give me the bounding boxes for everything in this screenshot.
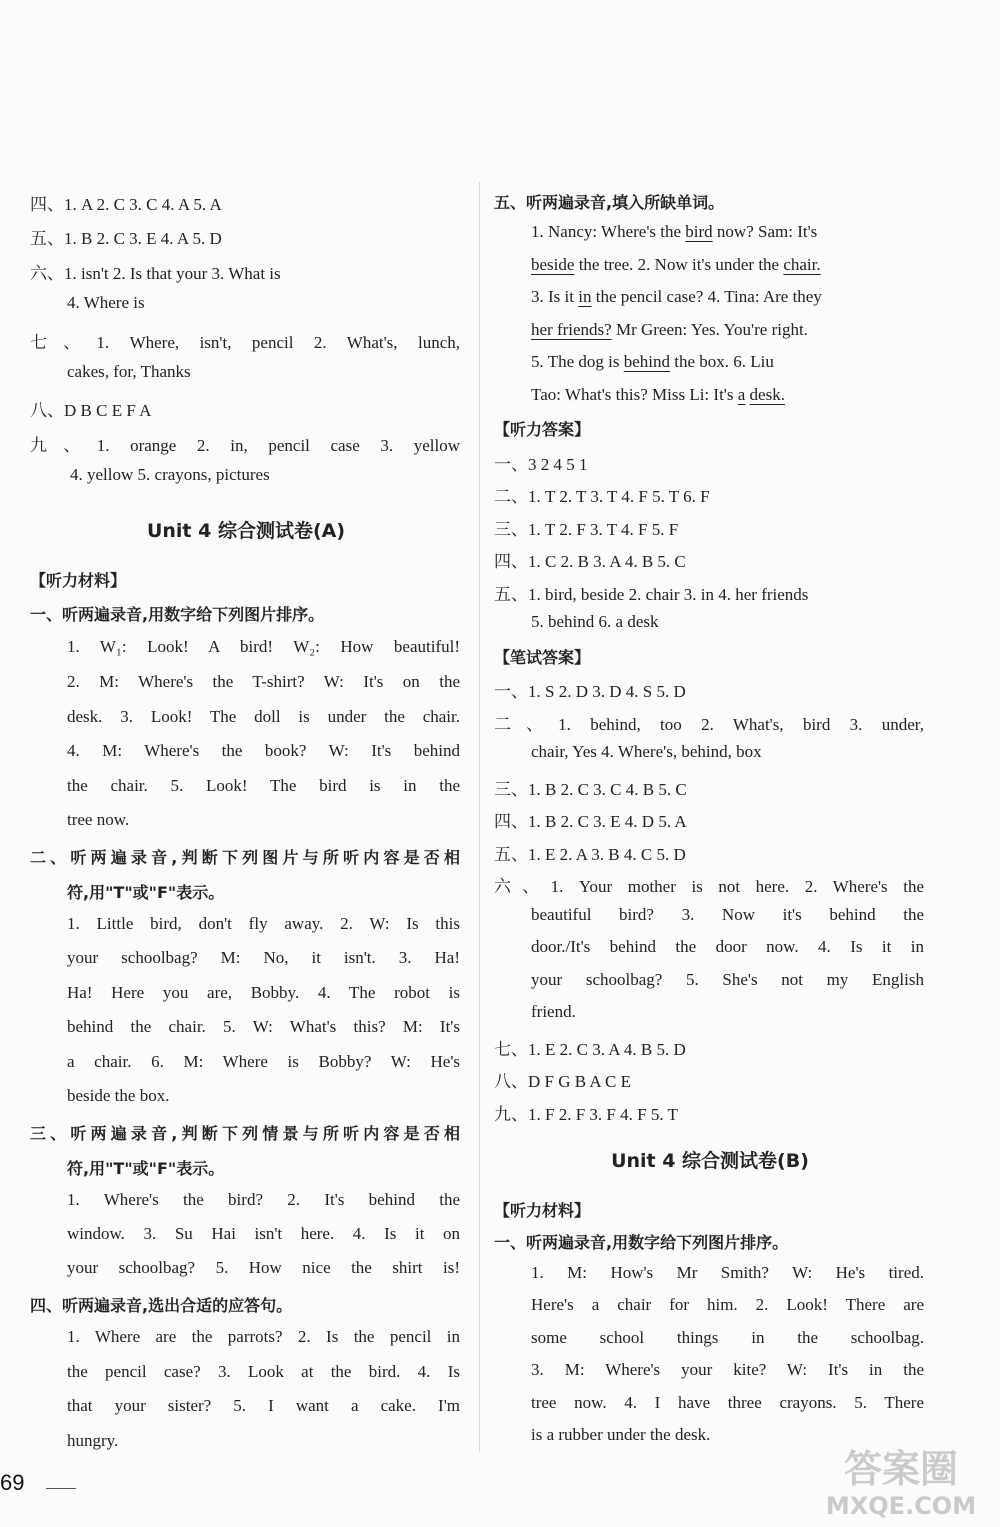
answer-line: 九、1. orange 2. in, pencil case 3. yellow — [30, 436, 460, 455]
answer-line: 五、1. bird, beside 2. chair 3. in 4. her friends — [494, 585, 809, 604]
filled-answer: in — [578, 287, 592, 306]
question-heading: 二、听两遍录音,判断下列图片与所听内容是否相 — [30, 848, 460, 867]
text-segment: 1. Nancy: Where's the — [531, 222, 686, 241]
text-line: hungry. — [67, 1431, 119, 1450]
text-line: that your sister? 5. I want a cake. I'm — [67, 1396, 460, 1415]
section-title: Unit 4 综合测试卷(A) — [146, 520, 346, 542]
text-line: Here's a chair for him. 2. Look! There are — [531, 1295, 924, 1314]
section-label: 【听力材料】 — [494, 1201, 591, 1220]
text-line: a chair. 6. M: Where is Bobby? W: He's — [67, 1052, 460, 1071]
filled-answer: behind — [623, 352, 670, 371]
text-line — [531, 287, 822, 307]
question-heading: 三、听两遍录音,判断下列情景与所听内容是否相 — [30, 1124, 460, 1143]
text-line: 1. Where are the parrots? 2. Is the pencil in — [67, 1327, 460, 1346]
answer-line: 三、1. T 2. F 3. T 4. F 5. F — [494, 520, 679, 539]
answer-line: 5. behind 6. a desk — [531, 612, 659, 631]
answer-line: 四、1. A 2. C 3. C 4. A 5. A — [30, 195, 222, 214]
text-line: the chair. 5. Look! The bird is in the — [67, 776, 460, 795]
answer-line: your schoolbag? 5. She's not my English — [531, 970, 924, 989]
text-line: tree now. 4. I have three crayons. 5. There — [531, 1393, 924, 1412]
answer-line: 六、1. isn't 2. Is that your 3. What is — [30, 264, 281, 283]
answer-line: 三、1. B 2. C 3. C 4. B 5. C — [494, 780, 687, 799]
text-line: tree now. — [67, 810, 130, 829]
text-line: beside the box. — [67, 1086, 170, 1105]
answer-line: chair, Yes 4. Where's, behind, box — [531, 742, 762, 761]
watermark-logo — [816, 1438, 986, 1520]
section-title: Unit 4 综合测试卷(B) — [611, 1150, 809, 1172]
text-line: behind the chair. 5. W: What's this? M: It's — [67, 1017, 460, 1036]
text-segment: 5. The dog is — [531, 352, 624, 371]
text-line: Ha! Here you are, Bobby. 4. The robot is — [67, 983, 460, 1002]
text-line: 4. M: Where's the book? W: It's behind — [67, 741, 460, 760]
section-label: 【笔试答案】 — [494, 648, 591, 667]
text-line — [531, 385, 785, 405]
text-line: 1. Little bird, don't fly away. 2. W: Is this — [67, 914, 460, 933]
answer-line: 八、D F G B A C E — [494, 1072, 631, 1091]
text-line: is a rubber under the desk. — [531, 1425, 711, 1444]
text-line: your schoolbag? 5. How nice the shirt is! — [67, 1258, 460, 1277]
filled-answer: desk. — [749, 385, 785, 404]
text-line — [531, 255, 821, 275]
filled-answer: chair. — [783, 255, 821, 274]
text-line: 1. Where's the bird? 2. It's behind the — [67, 1190, 460, 1209]
text-segment: the box. 6. Liu — [670, 352, 774, 371]
answer-line: 七、1. Where, isn't, pencil 2. What's, lunch, — [30, 333, 460, 352]
section-label: 【听力材料】 — [30, 571, 127, 590]
filled-answer: beside — [531, 255, 575, 274]
filled-answer: bird — [685, 222, 713, 241]
text-segment: now? Sam: It's — [712, 222, 818, 241]
question-heading: 符,用"T"或"F"表示。 — [67, 883, 225, 902]
answer-line: cakes, for, Thanks — [67, 362, 191, 381]
answer-line: 四、1. B 2. C 3. E 4. D 5. A — [494, 812, 687, 831]
text-line: some school things in the schoolbag. — [531, 1328, 924, 1347]
column-divider — [479, 182, 480, 1452]
text-segment: the pencil case? 4. Tina: Are they — [591, 287, 822, 306]
answer-line: door./It's behind the door now. 4. Is it in — [531, 937, 924, 956]
text-line: the pencil case? 3. Look at the bird. 4. Is — [67, 1362, 460, 1381]
question-heading: 一、听两遍录音,用数字给下列图片排序。 — [494, 1233, 789, 1252]
answer-line: 4. Where is — [67, 293, 145, 312]
answer-line: 五、1. E 2. A 3. B 4. C 5. D — [494, 845, 686, 864]
text-line: 3. M: Where's your kite? W: It's in the — [531, 1360, 924, 1379]
text-line: 1. W₁: Look! A bird! W₂: How beautiful! — [67, 637, 460, 656]
answer-line: 八、D B C E F A — [30, 401, 152, 420]
watermark-bottom: MXQE.COM — [825, 1492, 977, 1520]
page-number: 69 — [0, 1470, 25, 1495]
answer-line: 二、1. behind, too 2. What's, bird 3. under, — [494, 715, 924, 734]
question-heading: 符,用"T"或"F"表示。 — [67, 1159, 225, 1178]
text-segment: 3. Is it — [531, 287, 579, 306]
text-line — [531, 352, 774, 372]
page-number-rule — [46, 1488, 76, 1489]
question-heading: 一、听两遍录音,用数字给下列图片排序。 — [30, 605, 325, 624]
answer-line: 七、1. E 2. C 3. A 4. B 5. D — [494, 1040, 686, 1059]
answer-line: beautiful bird? 3. Now it's behind the — [531, 905, 924, 924]
answer-line: 4. yellow 5. crayons, pictures — [70, 465, 270, 484]
answer-line: 九、1. F 2. F 3. F 4. F 5. T — [494, 1105, 678, 1124]
answer-line: 五、1. B 2. C 3. E 4. A 5. D — [30, 229, 222, 248]
text-line: 2. M: Where's the T-shirt? W: It's on the — [67, 672, 460, 691]
text-line — [531, 320, 808, 340]
section-label: 【听力答案】 — [494, 420, 591, 439]
text-line — [531, 222, 817, 242]
question-heading: 四、听两遍录音,选出合适的应答句。 — [30, 1296, 293, 1315]
answer-line: 四、1. C 2. B 3. A 4. B 5. C — [494, 552, 686, 571]
watermark-top: 答案圈 — [843, 1447, 959, 1491]
question-heading: 五、听两遍录音,填入所缺单词。 — [494, 193, 725, 212]
answer-line: friend. — [531, 1002, 576, 1021]
answer-line: 一、1. S 2. D 3. D 4. S 5. D — [494, 682, 686, 701]
text-line: 1. M: How's Mr Smith? W: He's tired. — [531, 1263, 924, 1282]
answer-line: 一、3 2 4 5 1 — [494, 455, 588, 474]
text-line: your schoolbag? M: No, it isn't. 3. Ha! — [67, 948, 460, 967]
text-line: window. 3. Su Hai isn't here. 4. Is it on — [67, 1224, 460, 1243]
filled-answer: a — [737, 385, 746, 404]
answer-line: 二、1. T 2. T 3. T 4. F 5. T 6. F — [494, 487, 710, 506]
text-line: desk. 3. Look! The doll is under the chair. — [67, 707, 460, 726]
text-segment: Mr Green: Yes. You're right. — [611, 320, 808, 339]
text-segment: Tao: What's this? Miss Li: It's — [531, 385, 738, 404]
filled-answer: her friends? — [531, 320, 612, 339]
answer-line: 六、1. Your mother is not here. 2. Where's the — [494, 877, 924, 896]
text-segment: the tree. 2. Now it's under the — [574, 255, 784, 274]
